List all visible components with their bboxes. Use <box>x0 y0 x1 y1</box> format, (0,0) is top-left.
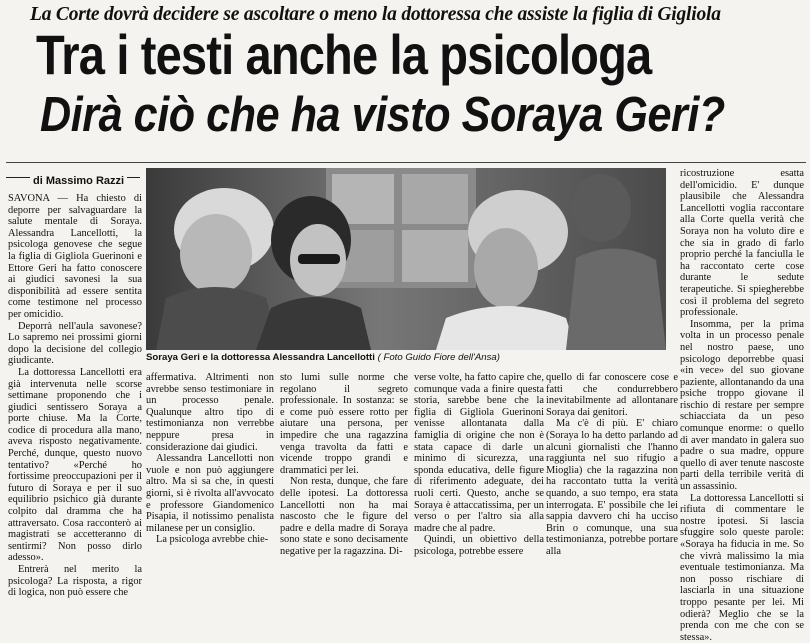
article-subhead: Dirà ciò che ha visto Soraya Geri? <box>40 88 725 142</box>
photo-caption: Soraya Geri e la dottoressa Alessandra Lancellotti <box>146 352 375 363</box>
article-column-5 <box>546 372 678 557</box>
byline: di Massimo Razzi <box>30 175 127 187</box>
news-photo <box>146 168 666 350</box>
article-column-6 <box>680 168 804 643</box>
paragraph: Entrerà nel merito la psicologa? La risposta, a rigor di logica, non può essere che <box>8 564 142 599</box>
paragraph: Ma c'è di più. E' chiaro (Soraya lo ha detto parlando ad alcuni giornalisti che l'hanno raggiunta nel suo rifugio a Mioglia) che la ragazzina non ha raccontato tutta la verità quando, a suo tempo, era stata interrogata. E' possibile che lei sappia davvero chi ha ucciso Brin o comunque, una sua testimonianza, potrebbe portare alla <box>546 418 678 557</box>
article-kicker: La Corte dovrà decidere se ascoltare o meno la dottoressa che assiste la figlia di Gigliola <box>30 4 721 25</box>
paragraph: verse volte, ha fatto capire che, comunque vada a finire questa storia, sarebbe bene che la figlia di Gigliola Guerinoni venisse allontanata dalla famiglia di origine che non è stata capace di darle un minimo di sicurezza, una sponda educativa, delle figure di riferimento adeguate, dei ruoli certi. Questo, anche se Soraya è attaccatissima, per un verso o per l'altro sia alla madre che al padre. <box>414 372 544 534</box>
photo-caption-line <box>146 352 676 366</box>
paragraph: La psicologa avrebbe chie- <box>156 534 269 546</box>
paragraph: quello di far conoscere cose e fatti che condurrebbero inevitabilmente ad allontanare Soraya dai genitori. <box>546 372 678 418</box>
paragraph: Non resta, dunque, che fare delle ipotesi. La dottoressa Lancellotti non ha mai nascosto che le figure del padre e della madre di Soraya sono state e sono decisamente negative per la ragazzina. Di- <box>280 476 408 557</box>
header-divider <box>6 162 806 163</box>
paragraph: La dottoressa Lancellotti era già intervenuta nelle scorse settimane proponendo che i giudici sentissero Soraya a porte chiuse. Ma la Corte, codice di procedura alla mano, aveva risposto negativamente. Perché, dunque, questo nuovo tentativo? «Perché ho fortissime preoccupazioni per il futuro di Soraya e per il suo equilibrio psichico già durante colpito dal dramma che ha attraversato. Cosa racconterò ai magistrati se accetteranno di sentirmi? Non posso dirlo adesso». <box>8 366 142 564</box>
article-column-4 <box>414 372 544 557</box>
article-column-3 <box>280 372 408 557</box>
paragraph: La dottoressa Lancellotti si rifiuta di commentare le nostre ipotesi. Si lascia sfuggire solo queste parole: «Soraya ha fiducia in me. So che vivrà malissimo la mia eventuale testimonianza. Ma non posso rischiare di lasciarla in una situazione troppo pesante per lei. Mi odierà? Meglio che se la prenda con me che con se stessa». <box>680 492 804 643</box>
photo-image <box>146 168 666 350</box>
article-headline: Tra i testi anche la psicologa <box>36 23 652 86</box>
paragraph: ricostruzione esatta dell'omicidio. E' dunque plausibile che Alessandra Lancellotti voglia raccontare alla Corte quella verità che Soraya non ha voluto dire e che sia in grado di farlo proprio perché la fanciulla le ha raccontato certe cose durante le sedute terapeutiche. Si spiegherebbe così il problema del segreto professionale. <box>680 168 804 319</box>
paragraph: sto lumi sulle norme che regolano il segreto professionale. In sostanza: se e come può essere rotto per aiutare una persona, per impedire che una ragazzina venga travolta da fatti e vicende troppo grandi e drammatici per lei. <box>280 372 408 476</box>
paragraph: Deporrà nell'aula savonese? Lo sapremo nei prossimi giorni dopo la decisione del collegio giudicante. <box>8 320 142 367</box>
paragraph: Alessandra Lancellotti non vuole e non può aggiungere altro. Ma si sa che, in questi giorni, si è rivolta all'avvocato e professore Giandomenico Pisapia, il notissimo penalista milanese per un consiglio. <box>146 453 274 534</box>
photo-credit: ( Foto Guido Fiore dell'Ansa) <box>377 352 500 363</box>
article-column-2 <box>146 372 274 546</box>
paragraph: Insomma, per la prima volta in un processo penale nel nostro paese, uno psicologo deporrebbe quasi «in vece» del suo giovane paziente, allontanando da una psiche troppo giovane il rischio di restare per sempre schiacciata da un peso comunque enorme: o quello di aver mandato in galera suo padre o sua madre, oppure quello di aver tenute nascoste parti della terribile verità di un assassinio. <box>680 318 804 493</box>
article-column-1 <box>8 193 142 599</box>
paragraph: Quindi, un obiettivo della psicologa, potrebbe essere <box>414 534 544 557</box>
paragraph: SAVONA — Ha chiesto di deporre per salvaguardare la salute mentale di Soraya. Alessandra Lancellotti, la psicologa genovese che segue la figlia di Gigliola Guerinoni e Ettore Geri ha fatto conoscere ai giudici savonesi la sua disponibilità ad essere sentita come testimone nel processo per omicidio. <box>8 193 142 320</box>
paragraph: affermativa. Altrimenti non avrebbe senso testimoniare in un processo penale. Qualunque altro tipo di testimonianza non verrebbe neppure presa in considerazione dai giudici. <box>146 372 274 453</box>
